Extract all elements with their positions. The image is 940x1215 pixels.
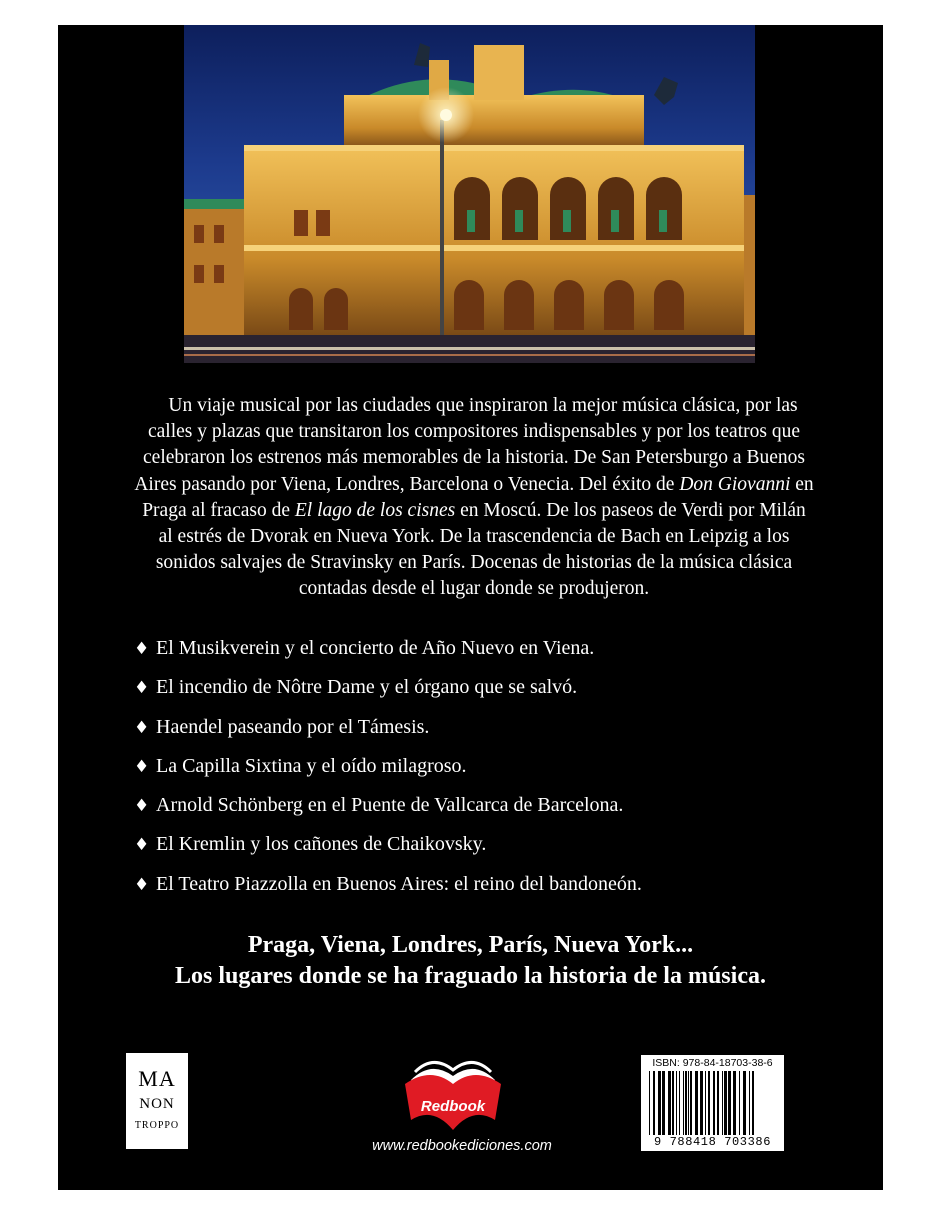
blurb-paragraph: [134, 393, 814, 603]
list-item: [134, 753, 854, 792]
redbook-logo-text: Redbook: [420, 1098, 486, 1115]
list-item: [134, 635, 854, 674]
isbn-label: ISBN: 978-84-18703-38-6: [652, 1057, 773, 1069]
list-item: [134, 831, 854, 870]
blurb-text-2: en Praga al fracaso de: [142, 473, 814, 521]
publisher-logo-line-1: MA: [138, 1066, 176, 1091]
tagline-line-1: Praga, Viena, Londres, París, Nueva York...: [247, 932, 694, 958]
diamond-bullet-icon: ♦: [134, 678, 150, 699]
list-item: [134, 871, 854, 910]
list-item: [134, 792, 854, 831]
list-item-text: El Kremlin y los cañones de Chaikovsky.: [156, 833, 487, 856]
barcode-bar: [722, 1071, 723, 1135]
list-item-text: Haendel paseando por el Támesis.: [156, 715, 430, 738]
publisher-logo-line-3: TROPPO: [134, 1120, 180, 1131]
barcode-bar: [749, 1071, 750, 1135]
diamond-bullet-icon: ♦: [134, 639, 150, 659]
opera-house-photo: [184, 25, 755, 363]
blurb-text-3: en Moscú. De los paseos de Verdi por Milán al estrés de Dvorak en Nueva York. De la trascendencia de Bach en Leipzig a los sonidos salvajes de Stravinsky en París. Docenas de historias de la música clásica contadas desde el lugar donde se produjeron.: [155, 499, 806, 600]
barcode-bar: [752, 1071, 754, 1135]
diamond-bullet-icon: ♦: [134, 874, 150, 895]
list-item-text: El Musikverein y el concierto de Año Nuevo en Viena.: [156, 637, 595, 659]
barcode-bar: [688, 1071, 689, 1135]
barcode-bar: [724, 1071, 727, 1135]
redbook-logo: [403, 1050, 503, 1138]
list-item-text: El Teatro Piazzolla en Buenos Aires: el reino del bandoneón.: [156, 872, 642, 895]
barcode-bar: [700, 1071, 703, 1135]
barcode-bar: [653, 1071, 655, 1135]
barcode-bar: [733, 1071, 736, 1135]
list-item-text: El incendio de Nôtre Dame y el órgano que se salvó.: [156, 676, 578, 699]
blurb-italic-title-1: Don Giovanni: [679, 473, 791, 495]
barcode-bars: [647, 1071, 778, 1135]
publisher-website: www.redbookediciones.com: [372, 1138, 552, 1154]
diamond-bullet-icon: ♦: [134, 796, 150, 817]
list-item-text: La Capilla Sixtina y el oído milagroso.: [156, 754, 467, 777]
diamond-bullet-icon: ♦: [134, 717, 150, 738]
blurb-text-1: Un viaje musical por las ciudades que inspiraron la mejor música clásica, por las calles y plazas que transitaron los compositores indispensables y por los teatros que celebraron los estrenos más memorables de la historia. De San Petersburgo a Buenos Aires pasando por Viena, Londres, Barcelona o Venecia. Del éxito de: [134, 395, 805, 495]
diamond-bullet-icon: ♦: [134, 756, 150, 777]
barcode-bar: [668, 1071, 671, 1135]
barcode-bar: [683, 1071, 684, 1135]
blurb-italic-title-2: El lago de los cisnes: [294, 499, 456, 521]
barcode-bar: [658, 1071, 661, 1135]
diamond-bullet-icon: ♦: [134, 835, 150, 856]
barcode-bar: [685, 1071, 687, 1135]
list-item: [134, 674, 854, 713]
list-item: [134, 714, 854, 753]
isbn-barcode: [641, 1055, 784, 1151]
barcode-bar: [672, 1071, 674, 1135]
highlights-list: [134, 635, 854, 910]
list-item-text: Arnold Schönberg en el Puente de Vallcarca de Barcelona.: [156, 794, 624, 817]
barcode-bar: [662, 1071, 665, 1135]
barcode-bar: [679, 1071, 680, 1135]
barcode-bar: [695, 1071, 698, 1135]
barcode-bar: [728, 1071, 731, 1135]
open-book-icon: [403, 1050, 503, 1138]
isbn-digits: 9 788418 703386: [653, 1135, 772, 1149]
barcode-bar: [739, 1071, 740, 1135]
tagline-line-2: Los lugares donde se ha fraguado la historia de la música.: [175, 963, 766, 989]
barcode-bar: [690, 1071, 692, 1135]
barcode-bar: [649, 1071, 650, 1135]
back-cover: [58, 25, 883, 1190]
tagline: [98, 930, 843, 992]
opera-house-illustration: [184, 25, 755, 363]
barcode-bar: [708, 1071, 710, 1135]
barcode-bar: [743, 1071, 746, 1135]
barcode-bar: [676, 1071, 677, 1135]
barcode-bar: [717, 1071, 719, 1135]
publisher-logo-line-2: NON: [139, 1096, 175, 1112]
ma-non-troppo-logo: [126, 1053, 188, 1149]
barcode-bar: [713, 1071, 715, 1135]
barcode-bar: [705, 1071, 706, 1135]
